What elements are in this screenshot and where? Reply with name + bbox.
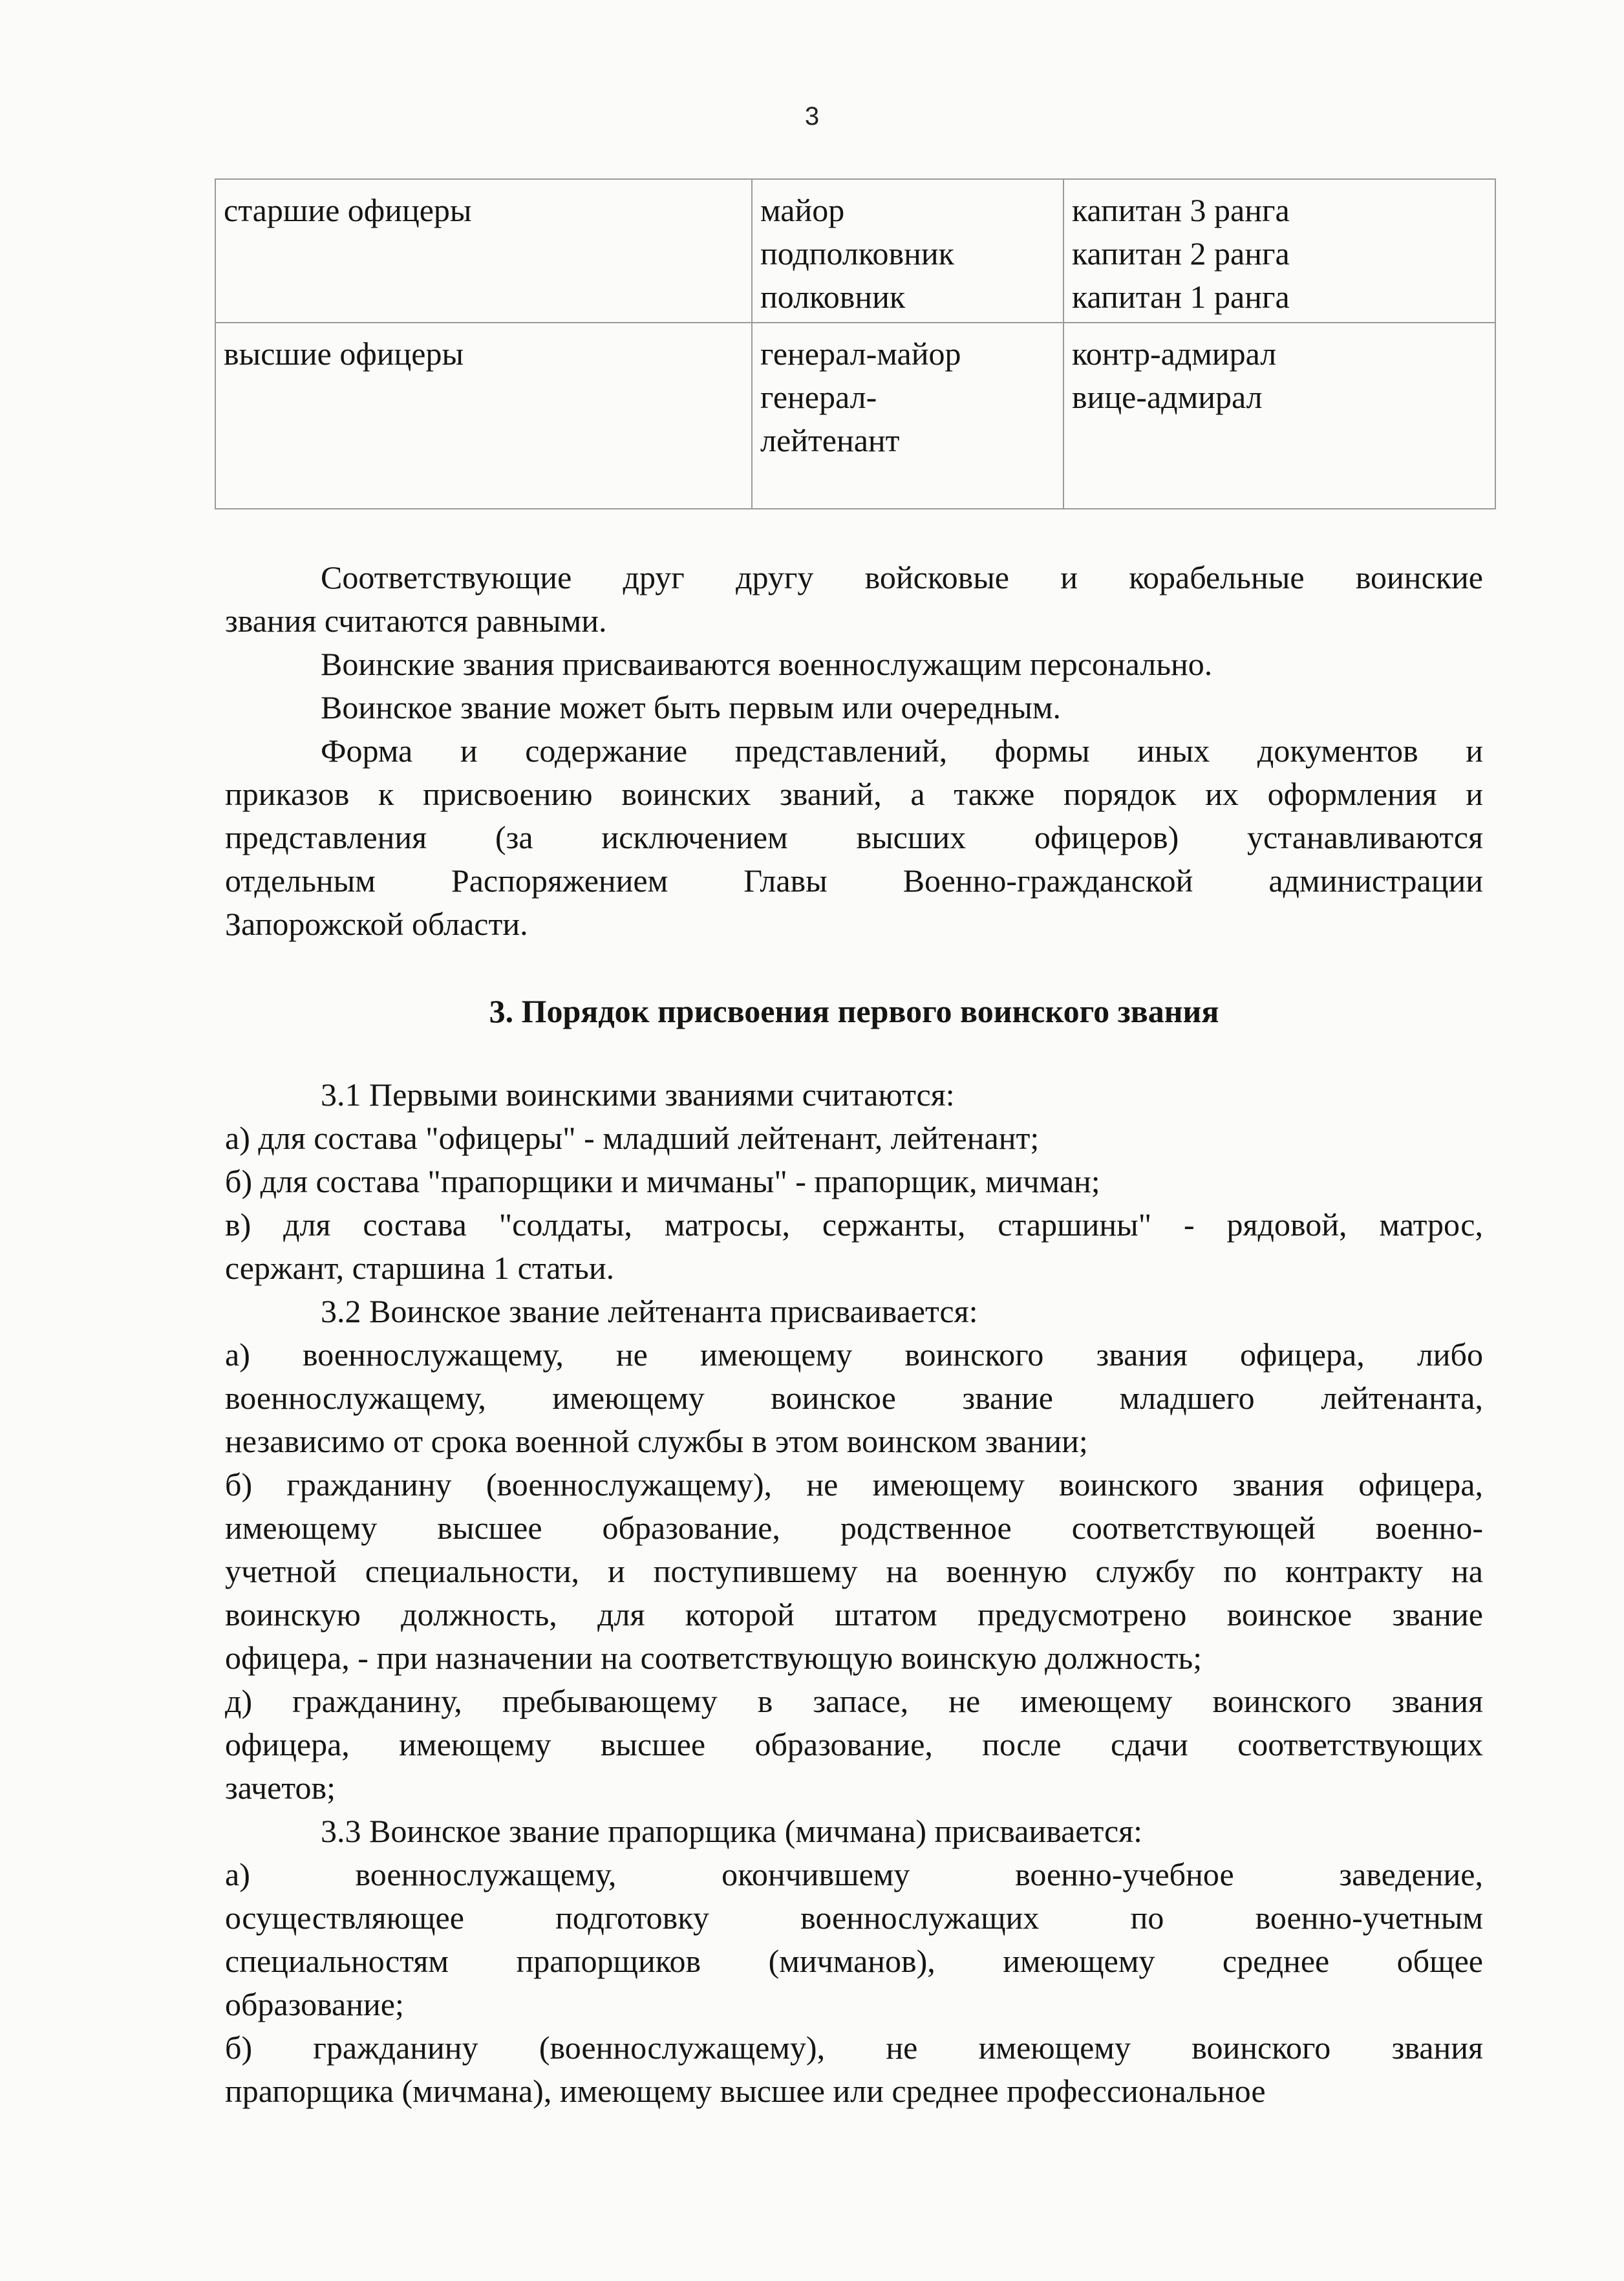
- army-rank-cell: [752, 179, 1063, 323]
- category-cell: [215, 323, 752, 509]
- paragraph: [225, 1463, 1483, 1680]
- section-heading: 3. Порядок присвоения первого воинского звания: [489, 993, 1219, 1029]
- text-line: Запорожской области.: [225, 906, 528, 942]
- paragraph: [225, 1203, 1483, 1290]
- text-line: Соответствующие друг другу войсковые и корабельные воинские: [321, 559, 1483, 595]
- text-line: имеющему высшее образование, родственное соответствующей военно-: [225, 1510, 1483, 1546]
- text-line: образование;: [225, 1986, 404, 2022]
- navy-rank: капитан 3 ранга: [1072, 192, 1290, 228]
- paragraph: [225, 686, 1483, 729]
- text-line: д) гражданину, пребывающему в запасе, не имеющему воинского звания: [225, 1683, 1483, 1719]
- navy-rank-cell: [1063, 323, 1495, 509]
- text-line: учетной специальности, и поступившему на военную службу по контракту на: [225, 1553, 1483, 1589]
- navy-rank: вице-адмирал: [1072, 379, 1263, 415]
- paragraph: [225, 1810, 1483, 1853]
- document-body: [225, 556, 1483, 2113]
- army-rank: генерал-: [760, 379, 877, 415]
- paragraph: [225, 1160, 1483, 1203]
- text-line: военнослужащему, имеющему воинское звание младшего лейтенанта,: [225, 1380, 1483, 1416]
- text-line: а) для состава "офицеры" - младший лейтенант, лейтенант;: [225, 1120, 1040, 1156]
- text-line: офицера, имеющему высшее образование, после сдачи соответствующих: [225, 1726, 1483, 1762]
- text-line: сержант, старшина 1 статьи.: [225, 1250, 615, 1286]
- paragraph: [225, 1333, 1483, 1463]
- category-text: старшие офицеры: [224, 192, 472, 228]
- text-line: звания считаются равными.: [225, 603, 607, 639]
- army-rank-cell: [752, 323, 1063, 509]
- text-line: Воинские звания присваиваются военнослужащим персонально.: [321, 646, 1213, 682]
- text-line: в) для состава "солдаты, матросы, сержанты, старшины" - рядовой, матрос,: [225, 1206, 1483, 1243]
- table-row: [215, 323, 1495, 509]
- paragraph: [225, 2026, 1483, 2113]
- paragraph: [225, 1117, 1483, 1160]
- paragraph: [225, 1680, 1483, 1810]
- category-cell: [215, 179, 752, 323]
- navy-rank: капитан 2 ранга: [1072, 235, 1290, 272]
- army-rank: генерал-майор: [760, 336, 961, 372]
- paragraph: [225, 643, 1483, 686]
- text-line: б) гражданину (военнослужащему), не имеющему воинского звания: [225, 2029, 1483, 2066]
- text-line: а) военнослужащему, не имеющему воинского звания офицера, либо: [225, 1336, 1483, 1373]
- navy-rank: капитан 1 ранга: [1072, 279, 1290, 315]
- text-line: Форма и содержание представлений, формы иных документов и: [321, 733, 1483, 769]
- text-line: б) гражданину (военнослужащему), не имеющему воинского звания офицера,: [225, 1466, 1483, 1503]
- text-line: прапорщика (мичмана), имеющему высшее или среднее профессиональное: [225, 2073, 1266, 2109]
- table-row: [215, 179, 1495, 323]
- text-line: а) военнослужащему, окончившему военно-учебное заведение,: [225, 1856, 1483, 1892]
- army-rank: полковник: [760, 279, 906, 315]
- category-text: высшие офицеры: [224, 336, 464, 372]
- text-line: отдельным Распоряжением Главы Военно-гражданской администрации: [225, 862, 1483, 899]
- text-line: специальностям прапорщиков (мичманов), имеющему среднее общее: [225, 1943, 1483, 1979]
- text-line: офицера, - при назначении на соответствующую воинскую должность;: [225, 1640, 1202, 1676]
- text-line: воинскую должность, для которой штатом предусмотрено воинское звание: [225, 1596, 1483, 1633]
- intro-paragraphs: [225, 556, 1483, 946]
- text-line: б) для состава "прапорщики и мичманы" - прапорщик, мичман;: [225, 1163, 1100, 1199]
- paragraph: [225, 556, 1483, 643]
- text-line: Воинское звание может быть первым или очередным.: [321, 689, 1061, 725]
- text-line: независимо от срока военной службы в этом воинском звании;: [225, 1423, 1088, 1459]
- paragraph: [225, 729, 1483, 946]
- text-line: зачетов;: [225, 1770, 336, 1806]
- navy-rank: контр-адмирал: [1072, 336, 1277, 372]
- paragraph: [225, 1853, 1483, 2026]
- text-line: 3.2 Воинское звание лейтенанта присваивается:: [321, 1293, 978, 1329]
- ranks-table: [215, 178, 1496, 509]
- army-rank: лейтенант: [760, 422, 900, 458]
- text-line: 3.3 Воинское звание прапорщика (мичмана) присваивается:: [321, 1813, 1143, 1849]
- army-rank: майор: [760, 192, 845, 228]
- text-line: приказов к присвоению воинских званий, а также порядок их оформления и: [225, 776, 1483, 812]
- section-paragraphs: [225, 1073, 1483, 2113]
- page-number: 3: [804, 102, 820, 131]
- text-line: 3.1 Первыми воинскими званиями считаются:: [321, 1076, 955, 1113]
- army-rank: подполковник: [760, 235, 954, 272]
- text-line: осуществляющее подготовку военнослужащих по военно-учетным: [225, 1900, 1483, 1936]
- paragraph: [225, 1073, 1483, 1117]
- paragraph: [225, 1290, 1483, 1333]
- navy-rank-cell: [1063, 179, 1495, 323]
- text-line: представления (за исключением высших офицеров) устанавливаются: [225, 819, 1483, 855]
